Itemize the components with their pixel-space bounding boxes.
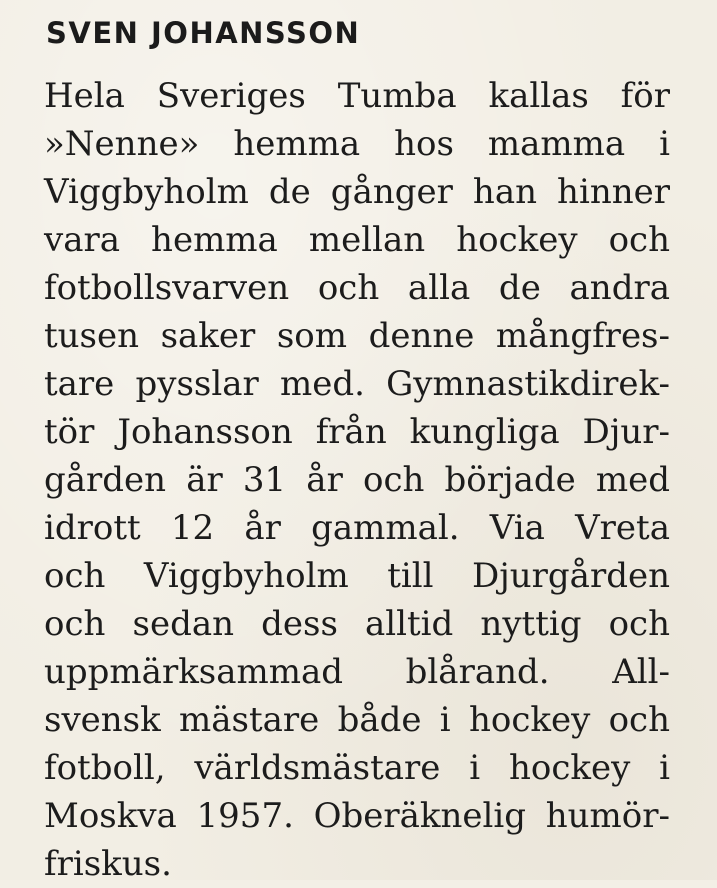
body-line-9: gården är 31 år och började med — [44, 460, 670, 500]
body-line-17: friskus. — [44, 844, 172, 884]
body-line-12: och sedan dess alltid nyttig och — [44, 604, 670, 644]
body-line-15: fotboll, världsmästare i hockey i — [44, 748, 670, 788]
body-line-1: Hela Sveriges Tumba kallas för — [44, 76, 670, 116]
body-line-13: uppmärksammad blårand. All- — [44, 652, 670, 692]
article-body — [44, 72, 670, 888]
body-line-11: och Viggbyholm till Djurgården — [44, 556, 670, 596]
article-heading: SVEN JOHANSSON — [46, 16, 361, 50]
body-line-2: »Nenne» hemma hos mamma i — [44, 124, 670, 164]
body-line-3: Viggbyholm de gånger han hinner — [44, 172, 670, 212]
body-line-6: tusen saker som denne mångfres- — [44, 316, 670, 356]
body-line-7: tare pysslar med. Gymnastikdirek- — [44, 364, 670, 404]
body-line-8: tör Johansson från kungliga Djur- — [44, 412, 670, 452]
body-line-5: fotbollsvarven och alla de andra — [44, 268, 670, 308]
body-line-16: Moskva 1957. Oberäknelig humör- — [44, 796, 670, 836]
body-line-4: vara hemma mellan hockey och — [44, 220, 670, 260]
body-line-14: svensk mästare både i hockey och — [44, 700, 670, 740]
body-line-10: idrott 12 år gammal. Via Vreta — [44, 508, 670, 548]
